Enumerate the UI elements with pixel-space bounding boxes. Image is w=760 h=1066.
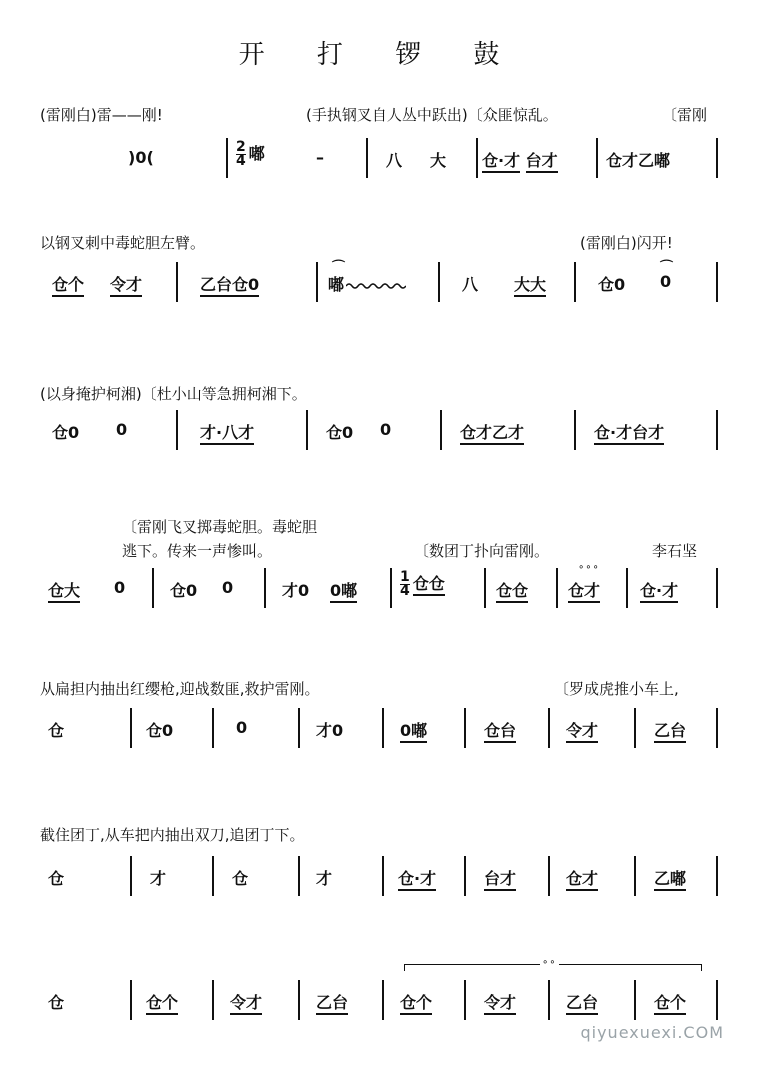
note-cell: 仓大 xyxy=(48,578,80,601)
bar-line xyxy=(596,138,598,178)
bar-line xyxy=(716,568,718,608)
watermark: qiyuexuexi.COM xyxy=(580,1023,724,1042)
note-cell: 才0 xyxy=(316,721,344,740)
bar-line xyxy=(464,856,466,896)
note-cell: 乙台 xyxy=(566,990,598,1013)
stage-direction: (雷刚白)雷——刚! xyxy=(40,106,163,124)
fermata-symbol: ⌒ xyxy=(660,260,674,275)
bar-line xyxy=(382,856,384,896)
note-cell: 仓·才台才 xyxy=(594,420,664,443)
note-cell: )0( xyxy=(128,148,154,167)
note-cell: 仓0 xyxy=(52,423,80,442)
note-cell: 嘟 xyxy=(328,272,406,295)
stage-direction: 逃下。传来一声惨叫。 xyxy=(122,542,273,560)
bar-line xyxy=(464,980,466,1020)
note-cell: 仓 xyxy=(48,869,65,888)
note-cell: 令才 xyxy=(230,990,262,1013)
stage-direction: 截住团丁,从车把内抽出双刀,追团丁下。 xyxy=(40,826,305,844)
bar-line xyxy=(440,410,442,450)
note-cell: 乙嘟 xyxy=(654,866,686,889)
note-cell: 台才 xyxy=(484,866,516,889)
note-cell: 仓0 xyxy=(598,275,626,294)
stage-direction: 〔数团丁扑向雷刚。 xyxy=(414,542,550,560)
bar-line xyxy=(574,262,576,302)
stage-direction: (雷刚白)闪开! xyxy=(580,234,673,252)
note-cell: 0嘟 xyxy=(330,578,357,601)
note-cell: 仓0 xyxy=(146,721,174,740)
stage-direction: 〔罗成虎推小车上, xyxy=(554,680,679,698)
bar-line xyxy=(366,138,368,178)
tremolo-wave xyxy=(346,282,406,290)
time-signature: $\frac{2}{4}$ xyxy=(236,139,246,169)
score-row-5 xyxy=(0,708,760,748)
stage-direction: 〔雷刚飞叉掷毒蛇胆。毒蛇胆 xyxy=(122,518,318,536)
bar-line xyxy=(212,708,214,748)
bar-line xyxy=(176,410,178,450)
repeat-bracket-dots: ∘∘ xyxy=(542,957,557,968)
bar-line xyxy=(634,980,636,1020)
score-row-3 xyxy=(0,410,760,450)
bar-line xyxy=(316,262,318,302)
bar-line xyxy=(626,568,628,608)
note-cell: 仓 xyxy=(232,869,249,888)
bar-line xyxy=(634,708,636,748)
bar-line xyxy=(716,708,718,748)
note-cell: 仓个 xyxy=(400,990,432,1013)
note-cell: 仓个 xyxy=(146,990,178,1013)
bar-line xyxy=(548,856,550,896)
note-cell: $\frac{2}{4}$ 嘟 xyxy=(236,139,265,169)
repeat-bracket: ∘∘∘ xyxy=(578,562,600,573)
note-cell: 八 xyxy=(462,275,479,294)
stage-direction: 〔雷刚 xyxy=(662,106,708,124)
note-cell: 仓·才 xyxy=(640,578,678,601)
bar-line xyxy=(476,138,478,178)
note-cell: 0嘟 xyxy=(400,718,427,741)
note-cell: 0 xyxy=(660,272,672,291)
note-cell: 才0 xyxy=(282,581,310,600)
note-cell: 仓0 xyxy=(170,581,198,600)
bar-line xyxy=(548,980,550,1020)
bar-line xyxy=(556,568,558,608)
bar-line xyxy=(390,568,392,608)
bar-line xyxy=(464,708,466,748)
bar-line xyxy=(212,856,214,896)
bar-line xyxy=(716,410,718,450)
score-row-2 xyxy=(0,262,760,302)
bar-line xyxy=(264,568,266,608)
note-cell: 仓·才 xyxy=(398,866,436,889)
note-cell: 大 xyxy=(430,151,447,170)
note-cell: 令才 xyxy=(484,990,516,1013)
bar-line xyxy=(716,138,718,178)
note-cell: 仓 xyxy=(48,993,65,1012)
bar-line xyxy=(130,980,132,1020)
note-cell: 0 xyxy=(116,420,128,439)
note-cell: 仓台 xyxy=(484,718,516,741)
bar-line xyxy=(130,708,132,748)
bar-line xyxy=(212,980,214,1020)
note-cell: 令才 xyxy=(566,718,598,741)
bar-line xyxy=(176,262,178,302)
note-cell: 八 xyxy=(386,151,403,170)
score-row-7 xyxy=(0,980,760,1020)
bar-line xyxy=(130,856,132,896)
note-cell: 仓个 xyxy=(52,272,84,295)
note-cell: 乙台仓0 xyxy=(200,272,259,295)
bar-line xyxy=(298,708,300,748)
bar-line xyxy=(152,568,154,608)
page-title: 开 打 锣 鼓 xyxy=(238,40,522,70)
bar-line xyxy=(548,708,550,748)
note-cell: 令才 xyxy=(110,272,142,295)
note-cell: – xyxy=(316,148,324,167)
note-cell: 仓0 xyxy=(326,423,354,442)
note-cell: 0 xyxy=(222,578,234,597)
bar-line xyxy=(716,856,718,896)
bar-line xyxy=(226,138,228,178)
bar-line xyxy=(574,410,576,450)
bar-line xyxy=(484,568,486,608)
bar-line xyxy=(382,708,384,748)
note-cell: 0 xyxy=(236,718,248,737)
stage-direction: (以身掩护柯湘)〔杜小山等急拥柯湘下。 xyxy=(40,385,307,403)
score-row-6 xyxy=(0,856,760,896)
note-cell: 仓才 xyxy=(566,866,598,889)
note-cell: 仓·才 台才 xyxy=(482,148,558,171)
bar-line xyxy=(382,980,384,1020)
note-cell: 才 xyxy=(150,869,167,888)
bar-line xyxy=(306,410,308,450)
note-cell: 仓才乙嘟 xyxy=(606,151,671,170)
note-cell: 乙台 xyxy=(316,990,348,1013)
stage-direction: (手执钢叉自人丛中跃出)〔众匪惊乱。 xyxy=(306,106,558,124)
note-cell: 仓才乙才 xyxy=(460,420,524,443)
bar-line xyxy=(716,262,718,302)
bar-line xyxy=(298,980,300,1020)
bar-line xyxy=(634,856,636,896)
score-row-1 xyxy=(0,138,760,178)
note-cell: 0 xyxy=(114,578,126,597)
note-cell: $\frac{1}{4}$ 仓仓 xyxy=(400,569,445,599)
stage-direction: 李石坚 xyxy=(652,542,698,560)
note-cell: 大大 xyxy=(514,272,546,295)
note-cell: 0 xyxy=(380,420,392,439)
note-cell: 仓才 xyxy=(568,578,600,601)
note-cell: 乙台 xyxy=(654,718,686,741)
note-cell: 仓个 xyxy=(654,990,686,1013)
note-cell: 才·八才 xyxy=(200,420,254,443)
bar-line xyxy=(298,856,300,896)
fermata-symbol: ⌒ xyxy=(332,260,346,275)
stage-direction: 以钢叉刺中毒蛇胆左臂。 xyxy=(40,234,206,252)
bar-line xyxy=(716,980,718,1020)
score-row-4 xyxy=(0,562,760,608)
time-signature: $\frac{1}{4}$ xyxy=(400,569,410,599)
note-cell: 才 xyxy=(316,869,333,888)
bar-line xyxy=(438,262,440,302)
note-cell: 仓 xyxy=(48,721,65,740)
note-cell: 仓仓 xyxy=(496,578,528,601)
stage-direction: 从扁担内抽出红缨枪,迎战数匪,救护雷刚。 xyxy=(40,680,320,698)
